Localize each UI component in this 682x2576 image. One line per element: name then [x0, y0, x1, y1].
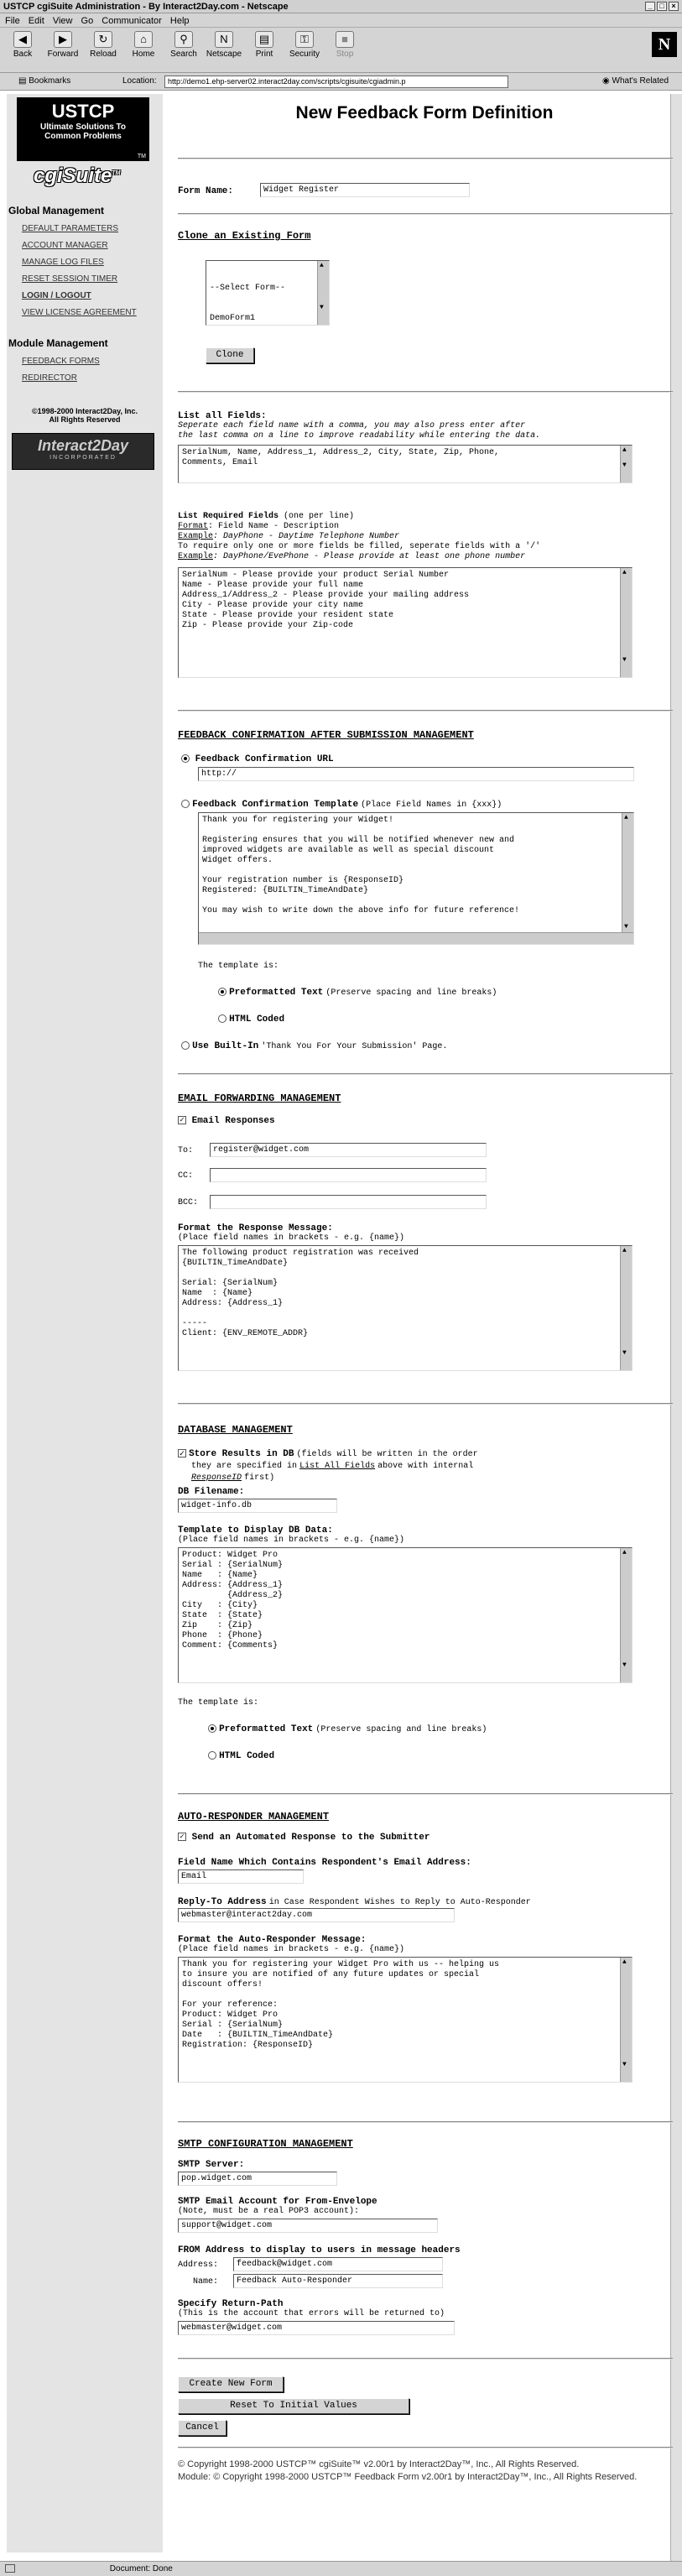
- footer-line-2: Module: © Copyright 1998-2000 USTCP™ Feedback Form v2.00r1 by Interact2Day™, Inc., All Rights Reserved.: [178, 2472, 638, 2482]
- from-address-label: Address:: [178, 2261, 219, 2270]
- menu-help[interactable]: Help: [169, 16, 190, 26]
- sidebar-copyright: ©1998-2000 Interact2Day, Inc. All Rights Reserved: [31, 407, 138, 424]
- list-fields-scrollbar[interactable]: [620, 446, 632, 482]
- divider: [178, 1403, 673, 1405]
- forward-arrow-icon: ▶: [54, 31, 72, 48]
- store-db-option[interactable]: ✓ Store Results in DB (fields will be written in the order they are specified in List All Fields above with internal ResponseID first): [179, 1449, 478, 1483]
- confirmation-template-hscrollbar[interactable]: [199, 932, 633, 944]
- sidebar-link-manage-log-files[interactable]: MANAGE LOG FILES: [22, 258, 104, 267]
- window-title: USTCP cgiSuite Administration - By Interact2Day.com - Netscape: [3, 2, 289, 12]
- global-management-heading: Global Management: [8, 205, 105, 216]
- smtp-server-field[interactable]: pop.widget.com: [178, 2172, 337, 2186]
- status-text: Document: Done: [109, 2564, 173, 2573]
- to-label: To:: [178, 1146, 194, 1155]
- divider: [178, 2358, 673, 2360]
- divider: [178, 1793, 673, 1795]
- clone-button[interactable]: Clone: [206, 347, 254, 363]
- list-fields-label: List all Fields:: [178, 411, 267, 421]
- required-fields-help: List Required Fields (one per line) Format: Field Name - Description Example: DayPhone - Daytime Telephone Number To require only one or more fields be filled, seperate fields with a '/' Example: DayPhone/EvePhone - Please provide at least one phone number: [178, 512, 541, 561]
- from-name-field[interactable]: Feedback Auto-Responder: [233, 2274, 443, 2288]
- status-bar: [0, 2561, 682, 2576]
- footer: [178, 2459, 656, 2484]
- from-address-heading: FROM Address to display to users in message headers: [178, 2245, 461, 2255]
- confirmation-builtin-radio[interactable]: [181, 1041, 190, 1050]
- db-html-option[interactable]: HTML Coded: [208, 1750, 274, 1761]
- confirmation-template-scrollbar[interactable]: [622, 813, 633, 944]
- confirmation-template-radio[interactable]: [181, 800, 190, 808]
- confirmation-html-radio[interactable]: [218, 1014, 226, 1023]
- db-template-label: Template to Display DB Data:: [178, 1525, 333, 1536]
- return-path-field[interactable]: webmaster@widget.com: [178, 2321, 455, 2335]
- autoresponder-send-checkbox[interactable]: ✓: [178, 1833, 186, 1841]
- sidebar-link-license-agreement[interactable]: VIEW LICENSE AGREEMENT: [22, 308, 137, 317]
- bcc-label: BCC:: [178, 1198, 199, 1207]
- search-button[interactable]: ⚲ Search: [170, 33, 197, 59]
- close-icon[interactable]: ×: [669, 2, 679, 11]
- email-format-scrollbar[interactable]: [620, 1246, 632, 1370]
- smtp-account-label: SMTP Email Account for From-Envelope: [178, 2197, 377, 2207]
- return-path-label: Specify Return-Path: [178, 2299, 284, 2309]
- divider: [178, 710, 673, 712]
- back-button[interactable]: ◀ Back: [13, 33, 33, 59]
- maximize-icon[interactable]: □: [657, 2, 667, 11]
- confirmation-preformatted-radio[interactable]: [218, 988, 226, 996]
- from-name-label: Name:: [193, 2277, 219, 2287]
- clone-heading: Clone an Existing Form: [178, 230, 311, 242]
- form-name-field[interactable]: Widget Register: [260, 183, 470, 197]
- divider: [178, 1073, 673, 1075]
- smtp-heading: SMTP CONFIGURATION MANAGEMENT: [178, 2138, 353, 2150]
- home-button[interactable]: ⌂ Home: [132, 33, 155, 59]
- sidebar: [7, 94, 163, 2553]
- navigation-toolbar: [0, 28, 682, 73]
- divider: [178, 158, 673, 159]
- confirmation-builtin-option[interactable]: Use Built-In 'Thank You For Your Submission' Page.: [181, 1040, 447, 1051]
- store-db-checkbox[interactable]: ✓: [179, 1449, 185, 1458]
- divider: [178, 213, 673, 215]
- menu-edit[interactable]: Edit: [28, 16, 44, 26]
- sidebar-link-account-manager[interactable]: ACCOUNT MANAGER: [22, 241, 108, 250]
- confirmation-preformatted-option[interactable]: Preformatted Text (Preserve spacing and line breaks): [218, 987, 497, 998]
- window-title-bar: [0, 0, 682, 13]
- cgisuite-logo: cgiSuite™: [34, 164, 121, 187]
- location-label: Location:: [122, 76, 157, 86]
- divider: [178, 2447, 673, 2448]
- back-arrow-icon: ◀: [13, 31, 32, 48]
- print-icon: ▤: [255, 31, 273, 48]
- db-filename-label: DB Filename:: [178, 1487, 245, 1497]
- confirmation-heading: FEEDBACK CONFIRMATION AFTER SUBMISSION MANAGEMENT: [178, 729, 474, 741]
- db-template-textarea[interactable]: Product: Widget Pro Serial : {SerialNum} Name : {Name} Address: {Address_1} {Address_2} City : {City} State : {State} Zip : {Zip} Phone : {Phone} Comment: {Comments} ▲ ▼: [178, 1547, 633, 1683]
- interact2day-badge[interactable]: Interact2Day INCORPORATED: [12, 433, 154, 470]
- db-template-is: The template is:: [178, 1698, 259, 1708]
- print-button[interactable]: ▤ Print: [255, 33, 273, 59]
- return-path-hint: (This is the account that errors will be returned to): [178, 2309, 445, 2318]
- netscape-icon: N: [215, 31, 233, 48]
- netscape-logo: N: [652, 32, 677, 57]
- cancel-button[interactable]: Cancel: [178, 2420, 226, 2436]
- email-responses-checkbox[interactable]: ✓: [178, 1116, 186, 1124]
- email-format-textarea[interactable]: The following product registration was received {BUILTIN_TimeAndDate} Serial: {SerialNum} Name : {Name} Address: {Address_1} ----- Client: {ENV_REMOTE_ADDR} ▲ ▼: [178, 1245, 633, 1371]
- reset-button[interactable]: Reset To Initial Values: [178, 2398, 409, 2414]
- menu-communicator[interactable]: Communicator: [102, 16, 162, 26]
- autoresponder-send-option[interactable]: ✓ Send an Automated Response to the Submitter: [178, 1833, 430, 1843]
- page-scrollbar[interactable]: [670, 94, 682, 2561]
- to-field[interactable]: register@widget.com: [210, 1143, 487, 1157]
- minimize-icon[interactable]: _: [645, 2, 655, 11]
- divider: [178, 2121, 673, 2123]
- form-name-label: Form Name:: [178, 186, 234, 196]
- security-button[interactable]: ⚿ Security: [289, 33, 320, 59]
- reload-button[interactable]: ↻ Reload: [90, 33, 117, 59]
- email-format-hint: (Place field names in brackets - e.g. {name}): [178, 1233, 405, 1243]
- confirmation-template-option[interactable]: Feedback Confirmation Template (Place Field Names in {xxx}): [181, 799, 502, 810]
- autoresponder-field-label: Field Name Which Contains Respondent's Email Address:: [178, 1858, 471, 1868]
- autoresponder-format-scrollbar[interactable]: [620, 1958, 632, 2082]
- sidebar-link-reset-session-timer[interactable]: RESET SESSION TIMER: [22, 274, 118, 284]
- autoresponder-format-textarea[interactable]: Thank you for registering your Widget Pro with us -- helping us to insure you are notified of any future updates or special discount offers! For your reference: Product: Widget Pro Serial : {SerialNum} Date : {BUILTIN_TimeAndDate} Registration: {ResponseID} ▲ ▼: [178, 1957, 633, 2083]
- email-heading: EMAIL FORWARDING MANAGEMENT: [178, 1092, 341, 1104]
- sidebar-link-login-logout[interactable]: LOGIN / LOGOUT: [22, 291, 91, 300]
- lock-icon: ⚿: [295, 31, 314, 48]
- home-icon: ⌂: [134, 31, 153, 48]
- autoresponder-field-input[interactable]: Email: [178, 1869, 304, 1884]
- menu-bar: [0, 13, 682, 28]
- cc-label: CC:: [178, 1171, 194, 1181]
- confirmation-html-option[interactable]: HTML Coded: [218, 1014, 284, 1025]
- create-form-button[interactable]: Create New Form: [178, 2376, 284, 2392]
- confirmation-url-option[interactable]: Feedback Confirmation URL: [181, 754, 334, 764]
- bookmark-icon: ▤: [18, 76, 29, 86]
- db-preformatted-radio[interactable]: [208, 1724, 216, 1733]
- database-heading: DATABASE MANAGEMENT: [178, 1424, 293, 1436]
- module-management-heading: Module Management: [8, 337, 108, 349]
- search-icon: ⚲: [174, 31, 193, 48]
- db-template-scrollbar[interactable]: [620, 1548, 632, 1682]
- required-fields-scrollbar[interactable]: [620, 568, 632, 677]
- status-icon: [5, 2564, 15, 2573]
- replyto-label: Reply-To Address in Case Respondent Wishes to Reply to Auto-Responder: [178, 1897, 531, 1907]
- smtp-account-hint: (Note, must be a real POP3 account):: [178, 2207, 360, 2216]
- cc-field[interactable]: [210, 1168, 487, 1182]
- divider: [178, 391, 673, 393]
- bcc-field[interactable]: [210, 1195, 487, 1209]
- db-html-radio[interactable]: [208, 1751, 216, 1760]
- list-fields-textarea[interactable]: SerialNum, Name, Address_1, Address_2, City, State, Zip, Phone, Comments, Email ▲ ▼: [178, 445, 633, 483]
- forward-button[interactable]: ▶ Forward: [47, 33, 79, 59]
- location-bar: [0, 73, 682, 91]
- autoresponder-format-hint: (Place field names in brackets - e.g. {name}): [178, 1945, 405, 1954]
- footer-line-1: © Copyright 1998-2000 USTCP™ cgiSuite™ v2.00r1 by Interact2Day™, Inc., All Rights Reserved.: [178, 2459, 580, 2469]
- ustcp-logo: USTCP Ultimate Solutions To Common Problems TM: [17, 97, 149, 161]
- url-field[interactable]: http://demo1.ehp-server02.interact2day.com/scripts/cgisuite/cgiadmin.p: [164, 76, 508, 88]
- netscape-button[interactable]: N Netscape: [206, 33, 242, 59]
- bookmarks-button[interactable]: ▤ Bookmarks: [18, 76, 71, 86]
- related-icon: ◉: [602, 76, 612, 86]
- page-title: New Feedback Form Definition: [295, 103, 554, 123]
- reload-icon: ↻: [94, 31, 112, 48]
- sidebar-link-default-parameters[interactable]: DEFAULT PARAMETERS: [22, 224, 119, 233]
- stop-icon: ■: [336, 31, 354, 48]
- db-template-hint: (Place field names in brackets - e.g. {name}): [178, 1536, 405, 1545]
- confirmation-template-is: The template is:: [198, 962, 279, 971]
- autoresponder-format-label: Format the Auto-Responder Message:: [178, 1935, 367, 1945]
- smtp-server-label: SMTP Server:: [178, 2160, 245, 2170]
- clone-select-scrollbar[interactable]: [317, 261, 329, 325]
- db-preformatted-option[interactable]: Preformatted Text (Preserve spacing and line breaks): [208, 1723, 487, 1734]
- smtp-account-field[interactable]: support@widget.com: [178, 2219, 438, 2233]
- confirmation-template-textarea[interactable]: Thank you for registering your Widget! Registering ensures that you will be notified whenever new and improved widgets are available as well as special discount Widget offers. Your registration number is {ResponseID} Registered: {BUILTIN_TimeAndDate} You may wish to write down the above info for future reference! ▲ ▼: [198, 812, 634, 945]
- list-fields-help: Seperate each field name with a comma, you may also press enter after the last comma on a line to improve readability while entering the data.: [178, 421, 541, 441]
- sidebar-link-redirector[interactable]: REDIRECTOR: [22, 373, 77, 383]
- menu-view[interactable]: View: [52, 16, 73, 26]
- stop-button[interactable]: ■ Stop: [336, 33, 354, 59]
- db-filename-field[interactable]: widget-info.db: [178, 1499, 337, 1513]
- required-fields-textarea[interactable]: SerialNum - Please provide your product Serial Number Name - Please provide your full name Address_1/Address_2 - Please provide your mailing address City - Please provide your city name State - Please provide your resident state Zip - Please provide your Zip-code ▲ ▼: [178, 567, 633, 678]
- email-format-label: Format the Response Message:: [178, 1223, 333, 1233]
- email-responses-option[interactable]: ✓ Email Responses: [178, 1116, 275, 1126]
- autoresponder-heading: AUTO-RESPONDER MANAGEMENT: [178, 1811, 330, 1822]
- from-address-field[interactable]: feedback@widget.com: [233, 2257, 443, 2271]
- menu-go[interactable]: Go: [81, 16, 94, 26]
- clone-form-select[interactable]: --Select Form-- DemoForm1 ▲ ▼: [206, 260, 330, 326]
- replyto-field[interactable]: webmaster@interact2day.com: [178, 1908, 455, 1922]
- confirmation-url-radio[interactable]: [181, 754, 190, 763]
- confirmation-url-field[interactable]: http://: [198, 767, 634, 781]
- whats-related-button[interactable]: ◉ What's Related: [602, 76, 669, 86]
- sidebar-link-feedback-forms[interactable]: FEEDBACK FORMS: [22, 357, 100, 366]
- menu-file[interactable]: File: [5, 16, 20, 26]
